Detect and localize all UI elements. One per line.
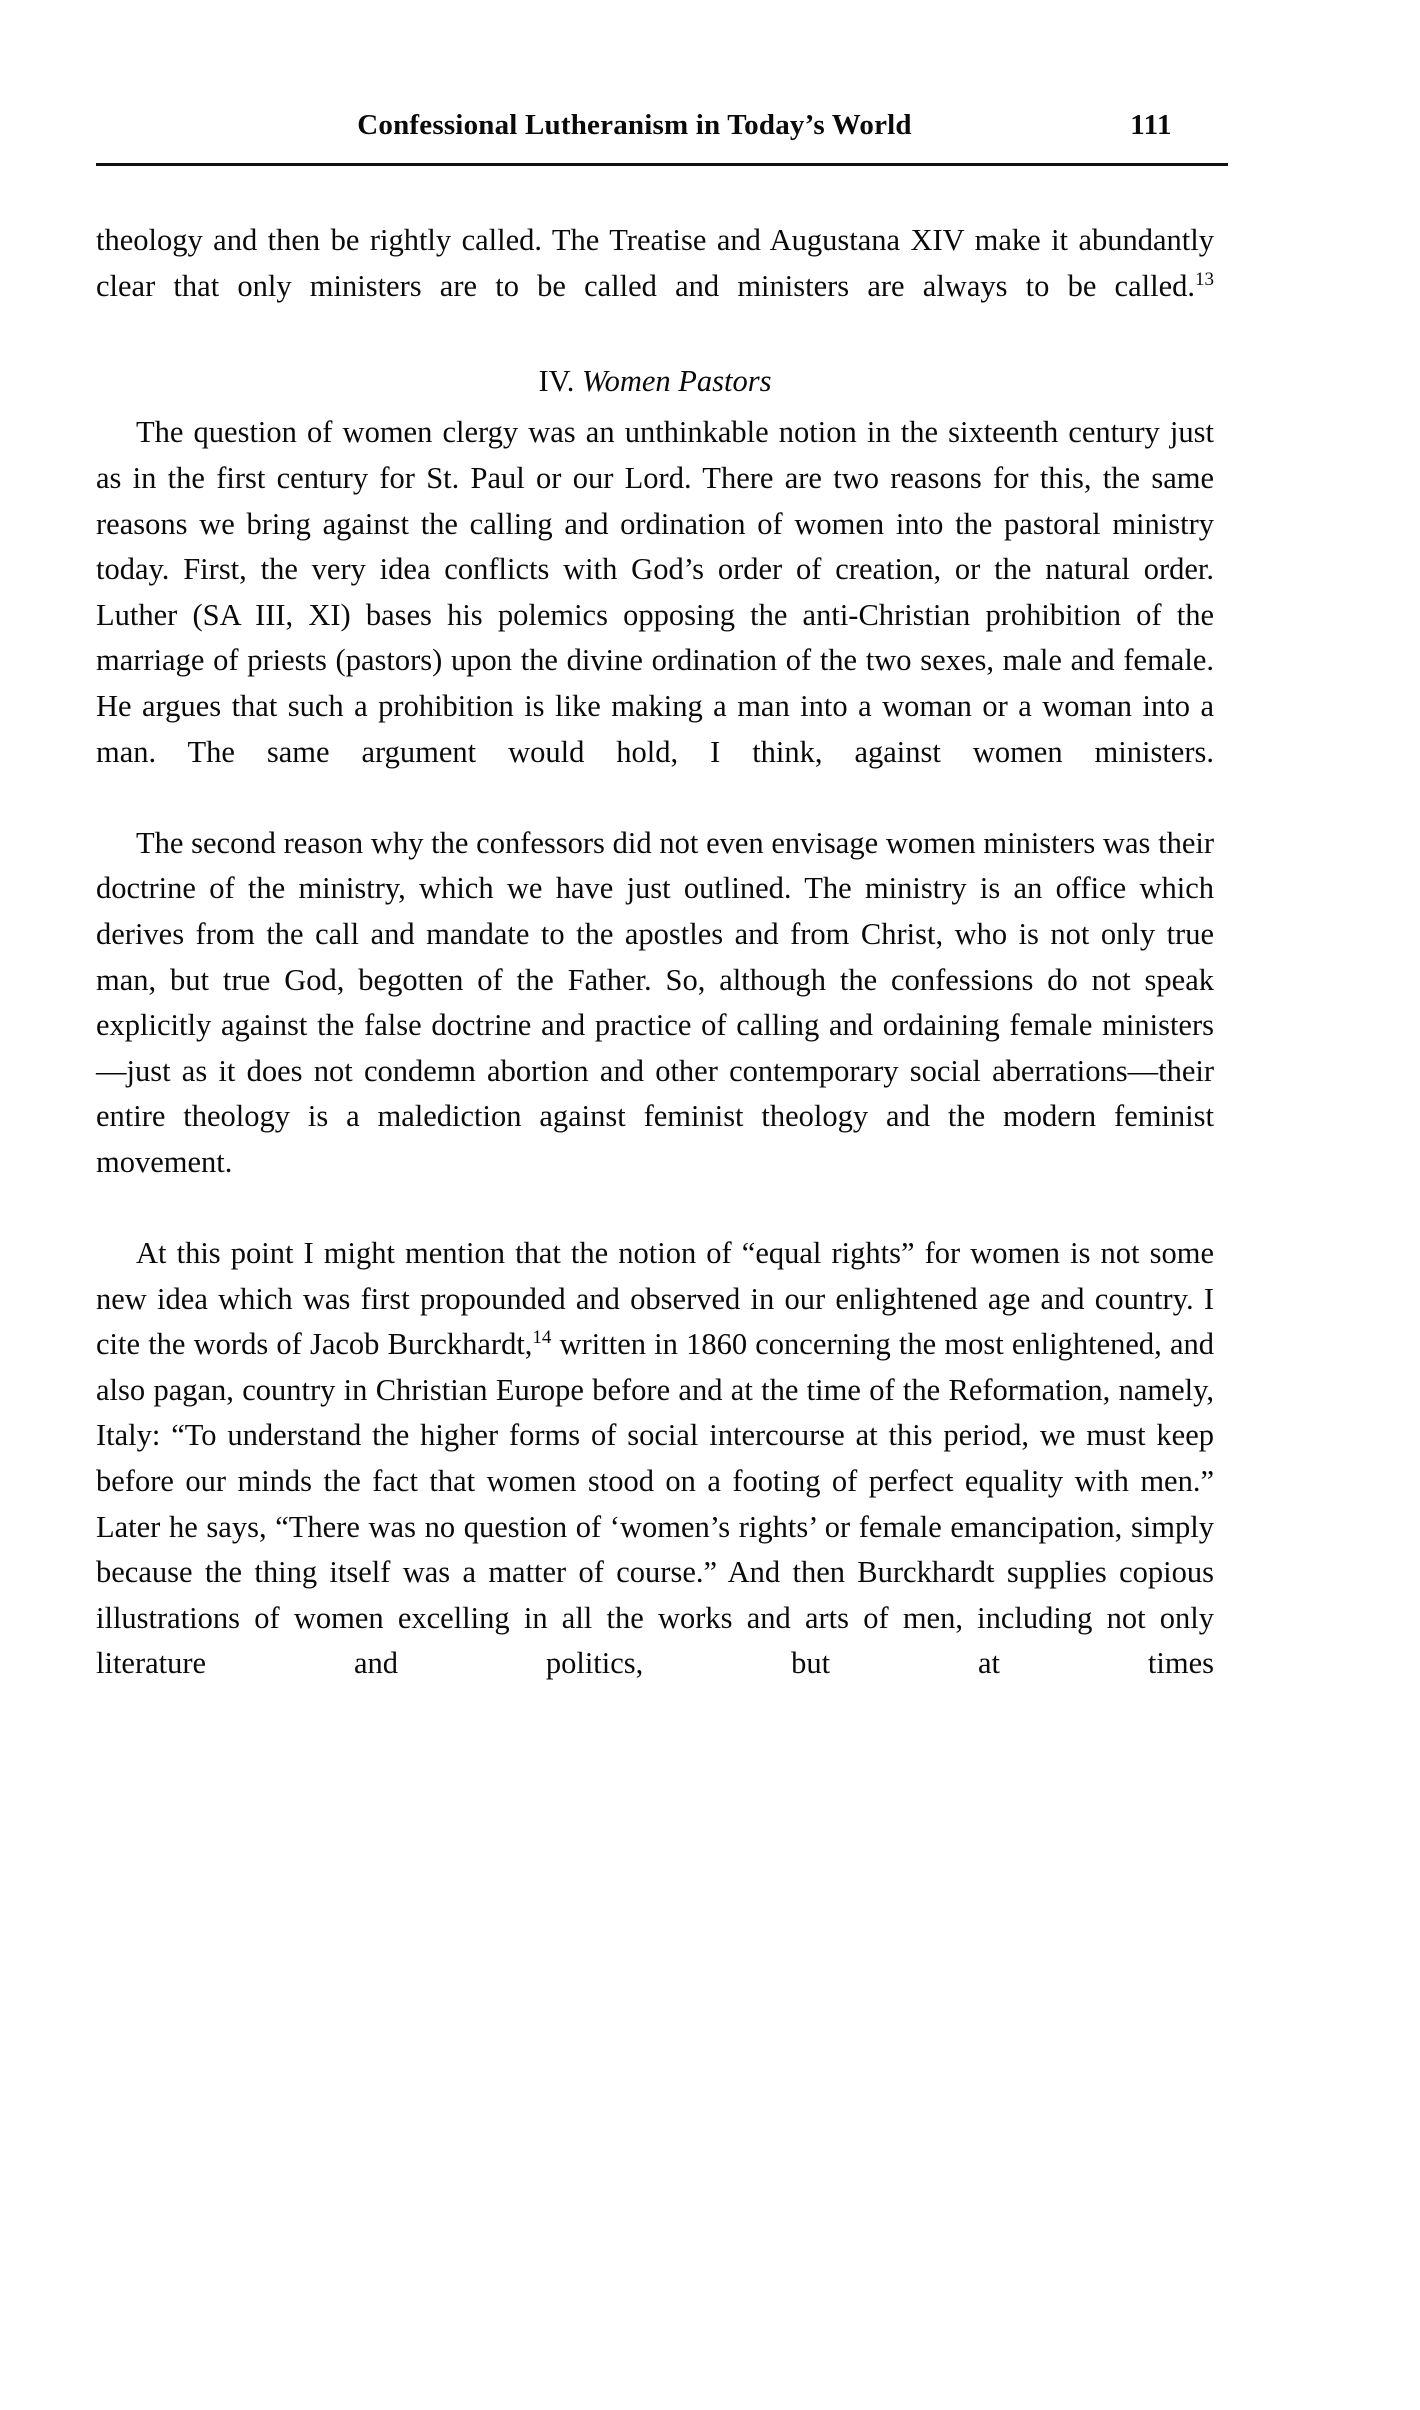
footnote-marker-13: 13 xyxy=(1195,268,1214,290)
header-divider-rule xyxy=(96,163,1228,166)
paragraph-text: theology and then be rightly called. The Treatise and Augustana XIV make it abundantly clear that only ministers are to be called and ministers are always to be called. xyxy=(96,223,1214,303)
page-number: 111 xyxy=(1130,109,1172,141)
paragraph-women-clergy xyxy=(96,410,1214,820)
paragraph-text: The second reason why the confessors did not even envisage women ministers was their doctrine of the ministry, which we have just outlined. The ministry is an office which derives from the call and mandate to the apostles and from Christ, who is not only true man, but true God, begotten of the Father. So, although the confessions do not speak explicitly against the false doctrine and practice of calling and ordaining female ministers—just as it does not condemn abortion and other contemporary social aberrations—their entire theology is a malediction against feminist theology and the modern feminist movement. xyxy=(96,825,1214,1179)
footnote-marker-14: 14 xyxy=(532,1327,552,1349)
section-heading-title: Women Pastors xyxy=(582,363,772,398)
paragraph-text-continued: written in 1860 concerning the most enlightened, and also pagan, country in Christian Europe before and at the time of the Reformation, namely, Italy: “To understand the higher forms of social intercourse at this period, we must keep before our minds the fact that women stood on a footing of perfect equality with men.” Later he says, “There was no question of ‘women’s rights’ or female emancipation, simply because the thing itself was a matter of course.” And then Burckhardt supplies copious illustrations of women excelling in all the works and arts of men, including not only literature and politics, but at times xyxy=(96,1327,1214,1681)
page-content xyxy=(95,0,1230,1733)
paragraph-second-reason xyxy=(96,821,1214,1231)
running-head-title: Confessional Lutheranism in Today’s World xyxy=(357,109,912,141)
section-heading xyxy=(96,359,1214,405)
running-head xyxy=(95,0,1230,150)
running-head-inner xyxy=(95,109,1230,142)
paragraph-continuation xyxy=(96,218,1214,355)
paragraph-text: The question of women clergy was an unthinkable notion in the sixteenth century just as in the first century for St. Paul or our Lord. There are two reasons for this, the same reasons we bring against the calling and ordination of women into the pastoral ministry today. First, the very idea conflicts with God’s order of creation, or the natural order. Luther (SA III, XI) bases his polemics opposing the anti-Christian prohibition of the marriage of priests (pastors) upon the divine ordination of the two sexes, male and female. He argues that such a prohibition is like making a man into a woman or a woman into a man. The same argument would hold, I think, against women ministers. xyxy=(96,415,1214,769)
paragraph-equal-rights xyxy=(96,1231,1214,1733)
section-heading-number: IV. xyxy=(538,363,575,398)
body-text-block xyxy=(96,218,1214,1733)
paragraph-text: At this point I might mention that the notion of “equal rights” for women is not some new idea which was first propounded and observed in our enlightened age and country. I cite the words of Jacob Burckhardt, xyxy=(96,1236,1214,1362)
